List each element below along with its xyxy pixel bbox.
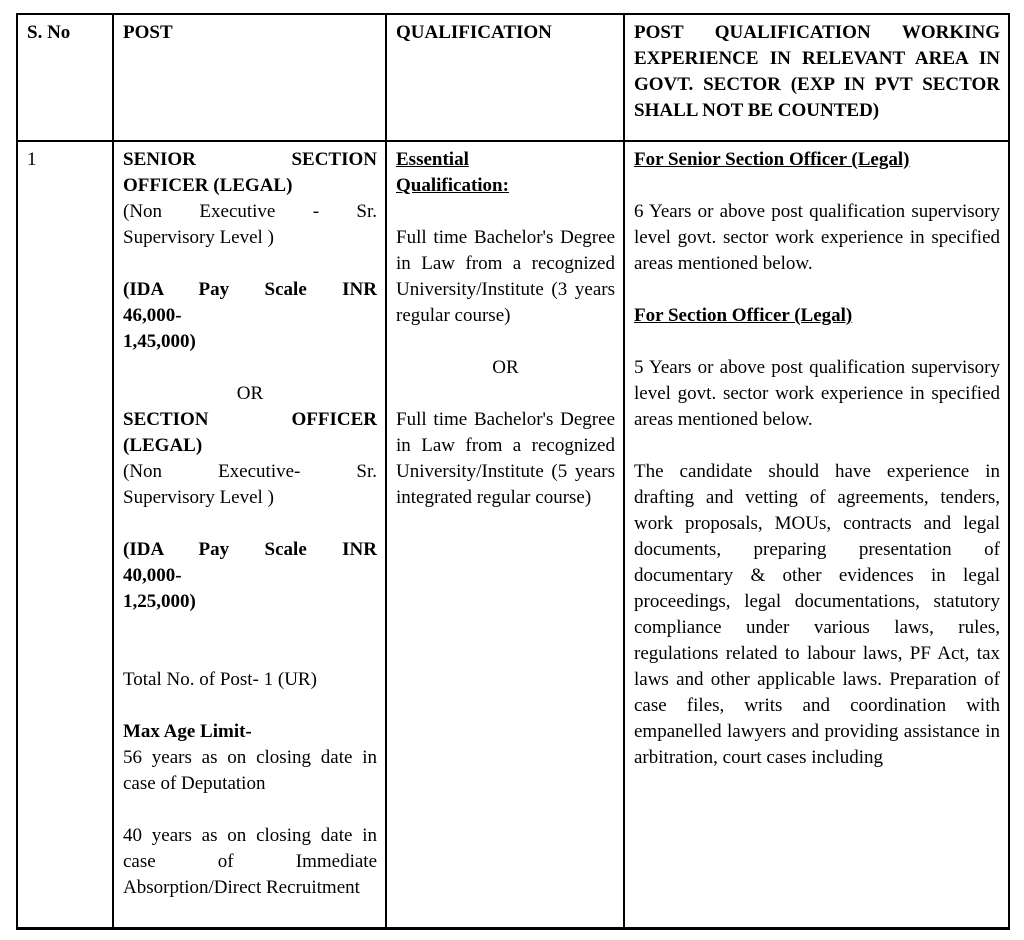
header-cell-experience: [624, 14, 1009, 141]
post-or-separator: OR: [236, 383, 264, 404]
serial-number: 1: [27, 149, 37, 170]
post-title-section-line1: SECTION OFFICER: [123, 409, 377, 430]
experience-cell-content: [634, 147, 1000, 771]
experience-section-text: 5 Years or above post qualification supervisory level govt. sector work experience in specified areas mentioned below.: [634, 357, 1000, 430]
header-post-label: POST: [123, 22, 173, 43]
age-limit-absorption: 40 years as on closing date in case of Immediate Absorption/Direct Recruitment: [123, 825, 377, 898]
cell-post: [113, 141, 386, 929]
table-header-row: [17, 14, 1009, 141]
essential-qualification-heading-line2: Qualification:: [396, 175, 509, 196]
pay-scale-senior-line1: (IDA Pay Scale INR: [123, 279, 377, 300]
pay-scale-section-line2: 40,000-: [123, 565, 182, 586]
post-level-section-line2: Supervisory Level ): [123, 487, 274, 508]
qualification-5yr: Full time Bachelor's Degree in Law from a recognized University/Institute (5 years integrated regular course): [396, 409, 615, 508]
post-level-section-line1: (Non Executive- Sr.: [123, 461, 377, 482]
post-level-senior-line2: Supervisory Level ): [123, 227, 274, 248]
pay-scale-section-line3: 1,25,000): [123, 591, 196, 612]
header-cell-sno: [17, 14, 113, 141]
age-limit-deputation: 56 years as on closing date in case of Deputation: [123, 747, 377, 794]
recruitment-table: [16, 13, 1010, 930]
header-cell-post: [113, 14, 386, 141]
post-level-senior-line1: (Non Executive - Sr.: [123, 201, 377, 222]
max-age-limit-heading: Max Age Limit-: [123, 721, 252, 742]
cell-sno: [17, 141, 113, 929]
essential-qualification-heading-line1: Essential: [396, 149, 469, 170]
experience-senior-heading: For Senior Section Officer (Legal): [634, 149, 910, 170]
post-title-senior-line2: OFFICER (LEGAL): [123, 175, 293, 196]
header-cell-qualification: [386, 14, 624, 141]
qualification-3yr: Full time Bachelor's Degree in Law from a recognized University/Institute (3 years regular course): [396, 227, 615, 326]
table-row: [17, 141, 1009, 929]
header-experience-label: POST QUALIFICATION WORKING EXPERIENCE IN RELEVANT AREA IN GOVT. SECTOR (EXP IN PVT SECTOR SHALL NOT BE COUNTED): [634, 22, 1000, 121]
header-qualification-label: QUALIFICATION: [396, 22, 552, 43]
pay-scale-senior-line2: 46,000-: [123, 305, 182, 326]
qualification-or-separator: OR: [492, 357, 519, 378]
total-posts: Total No. of Post- 1 (UR): [123, 669, 317, 690]
experience-section-heading: For Section Officer (Legal): [634, 305, 853, 326]
header-sno-label: S. No: [27, 22, 71, 43]
pay-scale-section-line1: (IDA Pay Scale INR: [123, 539, 377, 560]
pay-scale-senior-line3: 1,45,000): [123, 331, 196, 352]
qualification-cell-content: [396, 147, 615, 511]
experience-senior-text: 6 Years or above post qualification supervisory level govt. sector work experience in specified areas mentioned below.: [634, 201, 1000, 274]
post-title-section-line2: (LEGAL): [123, 435, 203, 456]
cell-experience: [624, 141, 1009, 929]
experience-details-paragraph: The candidate should have experience in drafting and vetting of agreements, tenders, work proposals, MOUs, contracts and legal documents, preparing presentation of documentary & other evidences in legal proceedings, legal documentations, statutory compliance under various laws, rules, regulations related to labour laws, PF Act, tax laws and other applicable laws. Preparation of case files, writs and coordination with empanelled lawyers and providing assistance in arbitration, court cases including: [634, 461, 1000, 768]
post-title-senior-line1: SENIOR SECTION: [123, 149, 377, 170]
cell-qualification: [386, 141, 624, 929]
post-cell-content: [123, 147, 377, 901]
